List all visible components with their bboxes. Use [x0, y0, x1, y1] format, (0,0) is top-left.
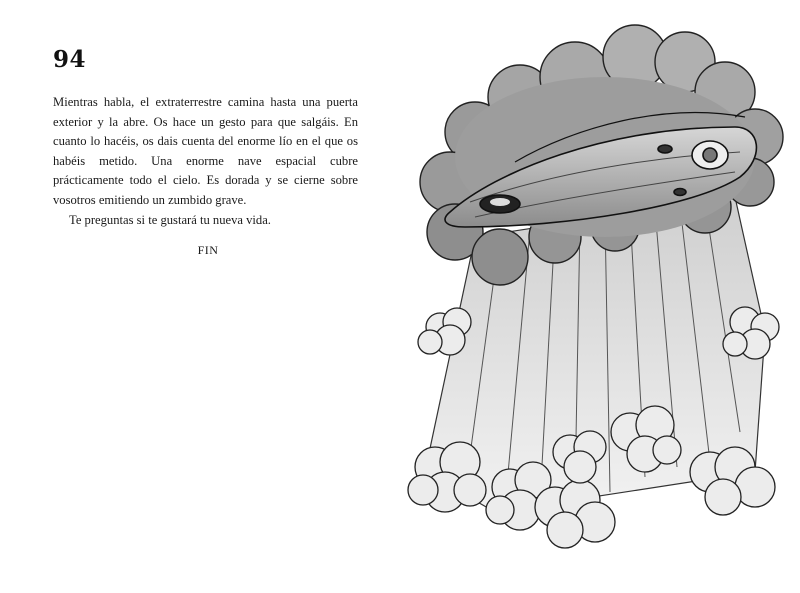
story-text: [53, 93, 358, 230]
page-number: 94: [53, 46, 87, 73]
story-paragraph-1: Mientras habla, el extraterrestre camina hasta una puerta exterior y la abre. Os hace un gesto para que salgáis. En cuanto lo hacéis, os dais cuenta del enorme lío en el que os habéis metido. Una enorme nave espacial cubre prácticamente todo el cielo. Es dorada y se cierne sobre vosotros emitiendo un zumbido grave.: [53, 95, 358, 207]
ending-label: FIN: [197, 243, 219, 257]
cloud-bottom-right: [690, 447, 775, 515]
ufo-illustration: [405, 22, 790, 562]
cloud-left-top: [418, 308, 471, 355]
cloud-bottom-left: [408, 442, 486, 512]
cloud-right-top: [723, 307, 779, 359]
story-paragraph-2: Te preguntas si te gustará tu nueva vida.: [69, 212, 271, 227]
